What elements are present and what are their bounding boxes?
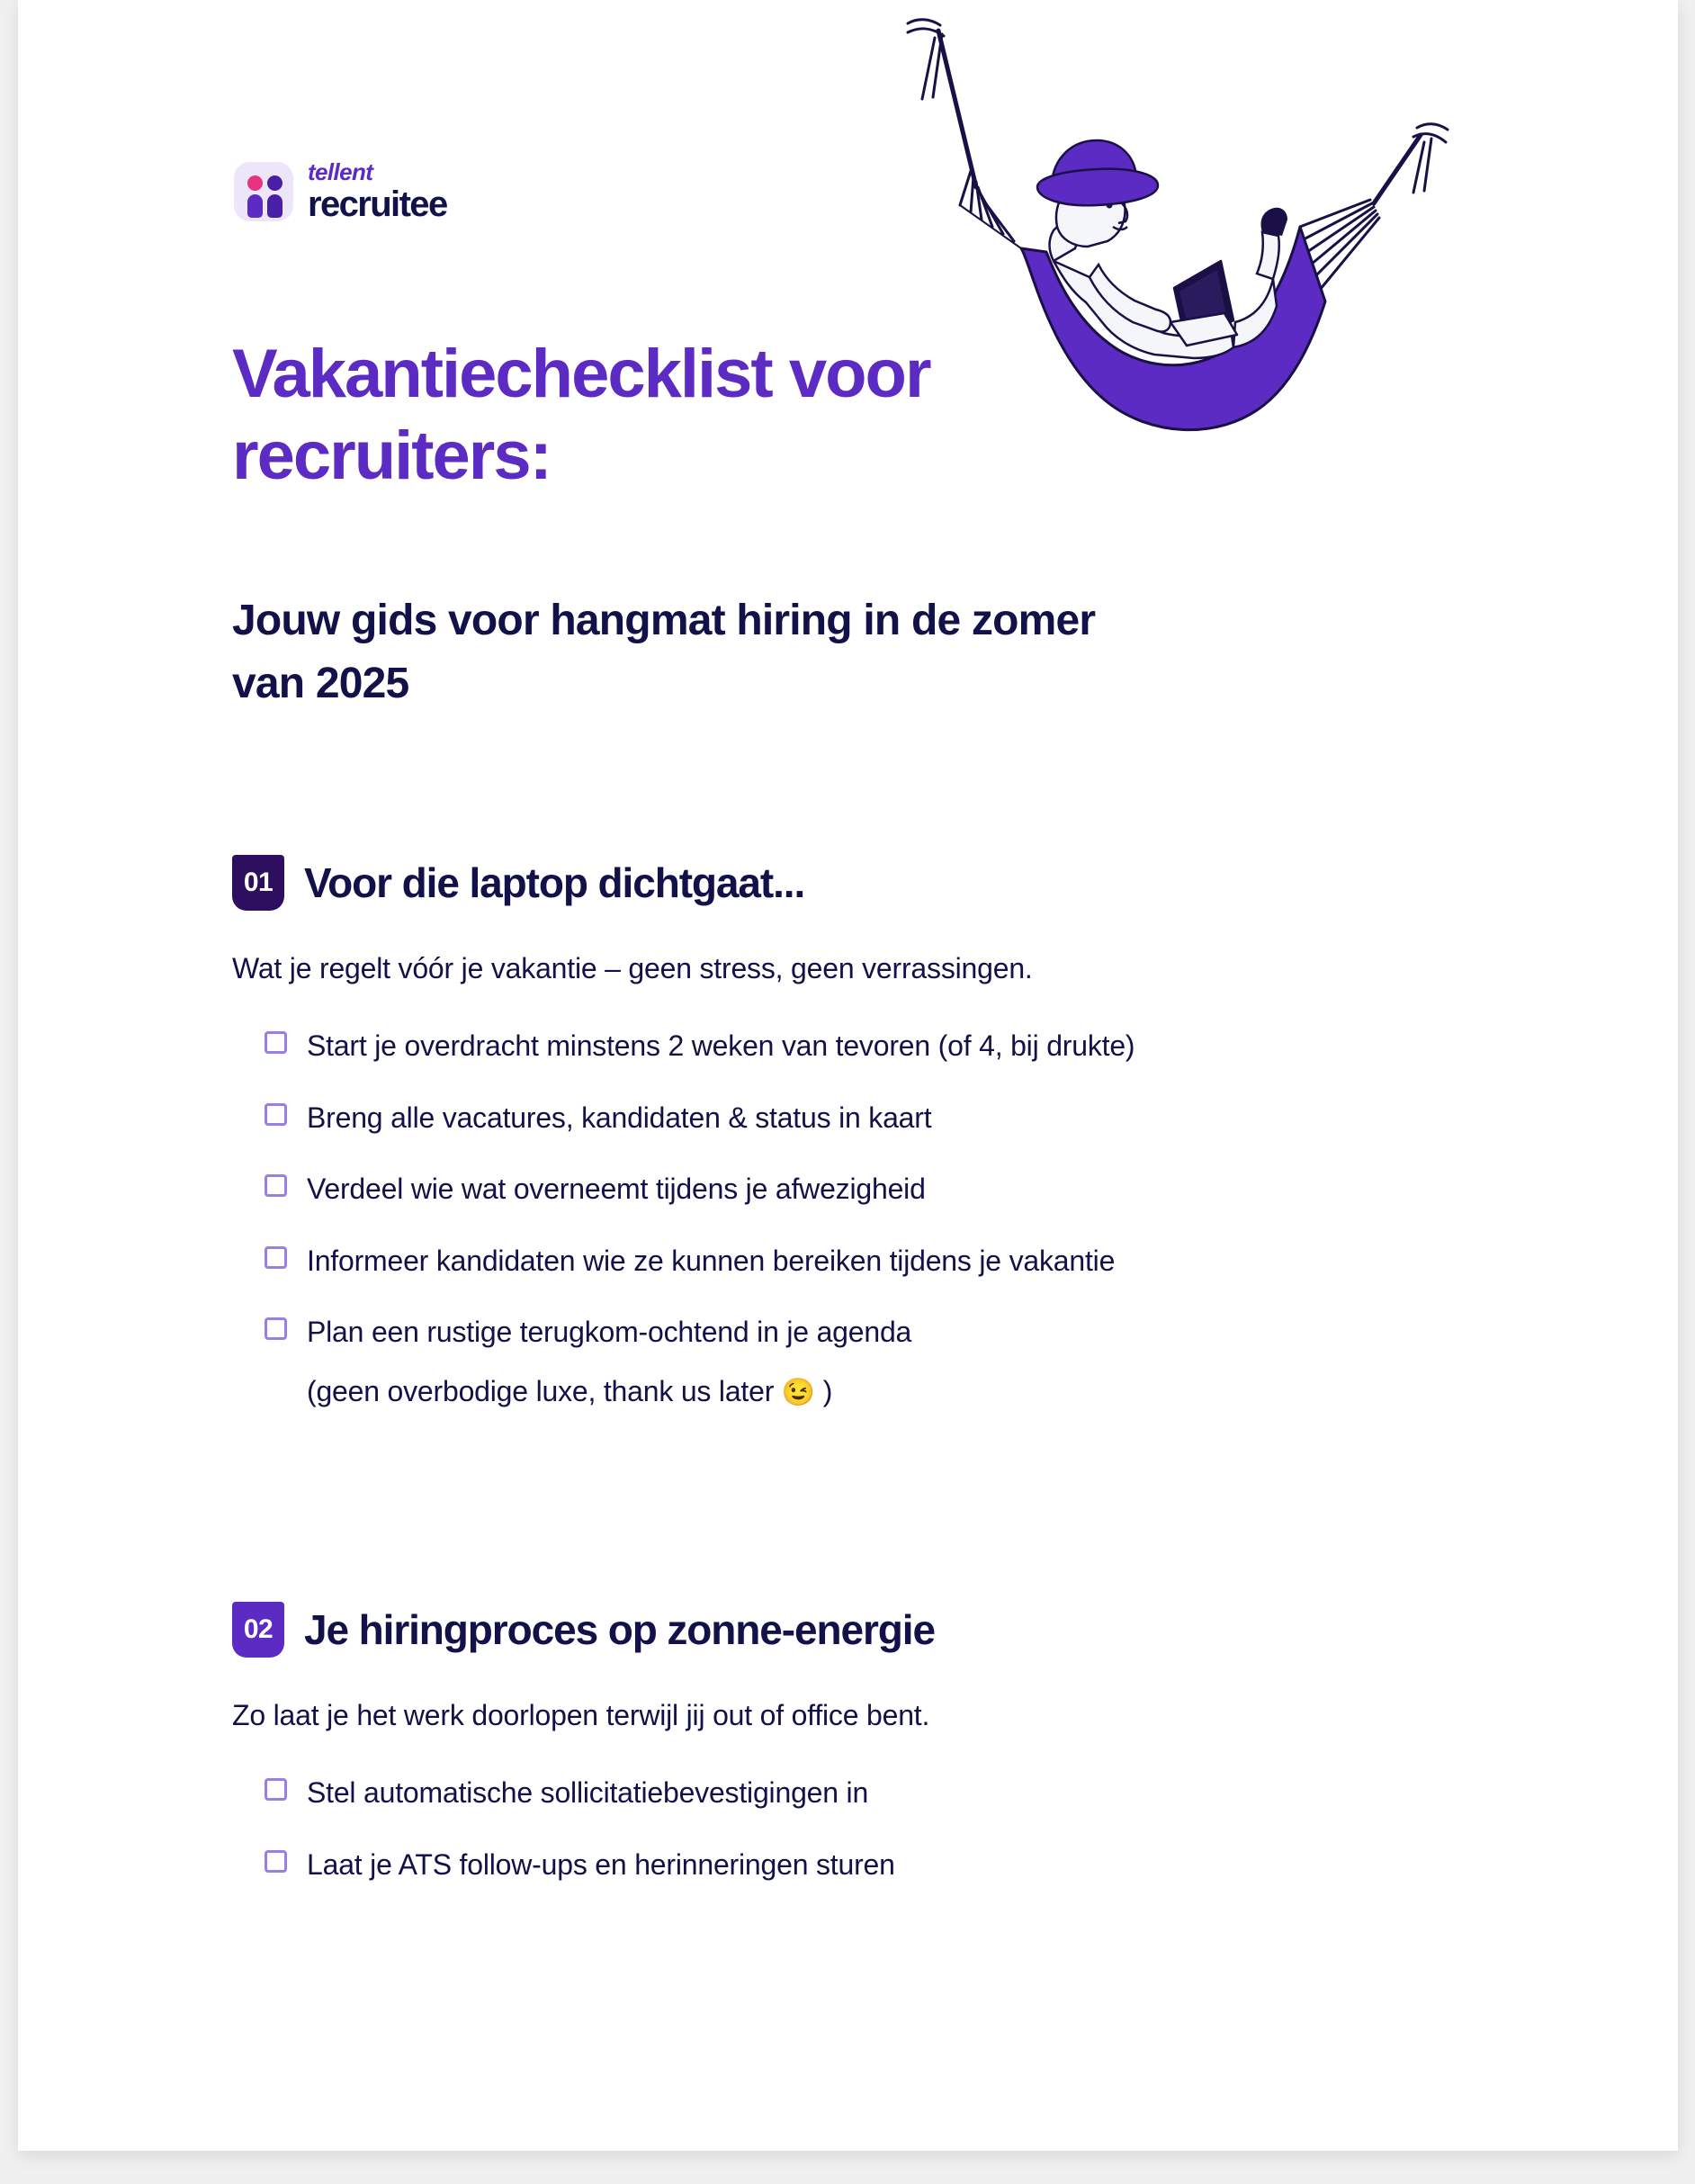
checklist-item[interactable]	[265, 1167, 1402, 1212]
figure-body	[247, 194, 263, 218]
checklist-section-01	[232, 855, 1402, 1442]
checklist-item-label: Informeer kandidaten wie ze kunnen bereiken tijdens je vakantie	[307, 1244, 1116, 1277]
checkbox-icon[interactable]	[265, 1174, 287, 1197]
checklist-item-label: Stel automatische sollicitatiebevestigingen in	[307, 1776, 869, 1809]
section-title: Voor die laptop dichtgaat...	[304, 859, 805, 906]
logo-wordmark	[308, 160, 447, 222]
figure-head	[267, 175, 282, 191]
figure-head	[247, 175, 263, 191]
section-number-badge: 01	[232, 855, 284, 911]
section-description: Wat je regelt vóór je vakantie – geen stress, geen verrassingen.	[232, 952, 1033, 984]
brand-logo	[234, 160, 447, 222]
recruitee-people-icon	[234, 162, 293, 221]
page-subtitle: Jouw gids voor hangmat hiring in de zomer van 2025	[232, 597, 1096, 707]
checklist-item-label: Plan een rustige terugkom-ochtend in je agenda	[307, 1316, 912, 1349]
logo-recruitee-text: recruitee	[308, 184, 447, 224]
page-title: Vakantiechecklist voor recruiters:	[232, 336, 930, 495]
section-header	[232, 855, 1402, 911]
checklist-section-02	[232, 1602, 1402, 1914]
checklist-item-label: Start je overdracht minstens 2 weken van tevoren (of 4, bij drukte)	[307, 1029, 1135, 1062]
winking-face-emoji: 😉	[781, 1377, 816, 1407]
checklist-item[interactable]	[265, 1239, 1402, 1284]
section-header	[232, 1602, 1402, 1658]
figure-body	[267, 194, 282, 218]
checkbox-icon[interactable]	[265, 1246, 287, 1269]
checklist-item-note	[232, 1370, 1402, 1415]
checkbox-icon[interactable]	[265, 1031, 287, 1054]
checklist-item-label: Breng alle vacatures, kandidaten & status in kaart	[307, 1101, 932, 1134]
checklist	[232, 1771, 1402, 1887]
section-number-badge: 02	[232, 1602, 284, 1658]
section-title: Je hiringproces op zonne-energie	[304, 1606, 935, 1653]
checklist-item-label: Verdeel wie wat overneemt tijdens je afwezigheid	[307, 1173, 926, 1206]
checklist-item[interactable]	[265, 1310, 1402, 1355]
note-prefix-text: (geen overbodige luxe, thank us later	[307, 1374, 782, 1407]
checklist-item-label: Laat je ATS follow-ups en herinneringen sturen	[307, 1847, 895, 1881]
checklist-item[interactable]	[265, 1024, 1402, 1069]
logo-tellent-text: tellent	[308, 158, 373, 185]
checkbox-icon[interactable]	[265, 1850, 287, 1873]
note-suffix-text: )	[815, 1374, 833, 1407]
checklist	[232, 1024, 1402, 1355]
checklist-item[interactable]	[265, 1843, 1402, 1888]
checkbox-icon[interactable]	[265, 1103, 287, 1126]
checkbox-icon[interactable]	[265, 1778, 287, 1801]
section-description: Zo laat je het werk doorlopen terwijl jij out of office bent.	[232, 1699, 930, 1731]
checkbox-icon[interactable]	[265, 1317, 287, 1340]
checklist-item[interactable]	[265, 1096, 1402, 1141]
document-page	[18, 0, 1678, 2151]
checklist-item[interactable]	[265, 1771, 1402, 1816]
